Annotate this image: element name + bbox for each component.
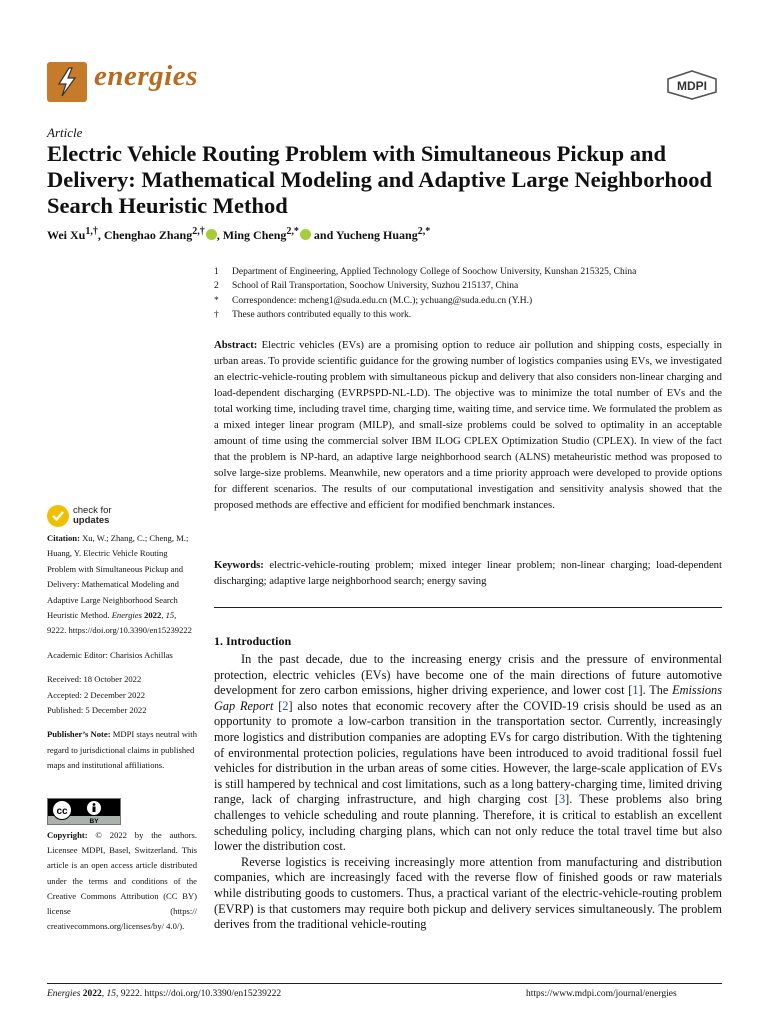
author-sup: 2,† [192, 226, 205, 237]
affiliation: Department of Engineering, Applied Technology College of Soochow University, Kunshan 215325, China [232, 267, 637, 277]
keywords-label: Keywords: [214, 559, 264, 571]
footer-citation: Energies 2022, 15, 9222. https://doi.org/10.3390/en15239222 [47, 989, 282, 999]
reference-link[interactable]: 1 [632, 683, 639, 698]
affiliation: School of Rail Transportation, Soochow University, Suzhou 215137, China [232, 281, 519, 292]
author-sup: 2,* [417, 226, 431, 237]
check-updates-label: check for [73, 505, 112, 516]
cc-badge-label: BY [89, 818, 99, 824]
check-for-updates-button[interactable] [47, 505, 147, 529]
affiliations: 1 Department of Engineering, Applied Technology College of Soochow University, Kunshan 215325, China 2 School of Rail Transportation, Soochow University, Suzhou 215137, China * Correspondence: mcheng1@suda.edu.cn (M.C.); ychuang@suda.edu.cn (Y.H.) † These authors contributed equally to this work. [214, 265, 734, 322]
svg-text:cc: cc [56, 806, 68, 817]
publisher-note: Publisher’s Note: MDPI stays neutral with regard to jurisdictional claims in published maps and institutional affiliations. [47, 729, 197, 771]
abstract-text: Electric vehicles (EVs) are a promising option to reduce air pollution and shipping costs, especially in urban areas. To provide scientific guidance for the growing number of logistics companies using EVs, we investigated an electric-vehicle-routing problem with simultaneous pickup and delivery that also considers non-linear charging and load-dependent discharging (EVRPSPD-NL-LD). The objective was to minimize the total number of EVs and the total working time, including travel time, charging time, waiting time, and service time. We formulated the problem as a mixed integer linear program (MILP), and small-size problems could be solved to optimality in an acceptable amount of time using the commercial solver IBM ILOG CPLEX Optimization Studio (CPLEX). In view of the fact that the problem is NP-hard, an adaptive large neighborhood search (ALNS) metaheuristic method was proposed to solve large-size problems. Meanwhile, new operators and a time priority approach were developed to provide options for different scenarios. The results of our computational investigation and sensitivity analysis showed that the proposed methods are effective and efficient for modified benchmark instances. [214, 339, 722, 511]
orcid-icon[interactable] [206, 229, 217, 240]
accepted-date: Accepted: 2 December 2022 [47, 689, 146, 700]
reference-link[interactable]: 3 [558, 792, 566, 807]
published-date: Published: 5 December 2022 [47, 705, 147, 716]
academic-editor: Academic Editor: Charisios Achillas [47, 649, 173, 660]
author-name: Yucheng Huang [335, 228, 418, 242]
publisher-logo [666, 70, 718, 100]
equal-contribution-note: These authors contributed equally to this work. [232, 309, 412, 320]
section-heading: 1. Introduction [214, 634, 292, 648]
publisher-name: MDPI [677, 79, 707, 93]
journal-name: energies [94, 60, 198, 92]
author-name: Wei Xu [47, 228, 86, 242]
keywords [214, 557, 722, 589]
paragraph: Reverse logistics is receiving increasingly more attention from manufacturing and distribution companies, which are increasingly faced with the reverse flow of finished goods or raw materials while distributing goods to customers. Thus, a practical variant of the electric-vehicle-routing problem (EVRP) is that customers may require both pickup and delivery services simultaneously. The problem derives from the traditional vehicle-routing [214, 854, 722, 932]
reference-link[interactable]: 2 [282, 698, 289, 713]
body-text [214, 652, 722, 933]
received-date: Received: 18 October 2022 [47, 674, 142, 685]
paragraph: In the past decade, due to the increasing energy crisis and the pressure of environmental protection, electric vehicles (EVs) have become one of the main directions of future automotive development for zero carbon emissions, higher driving experience, and lower cost [1]. The Emissions Gap Report [2] also notes that economic recovery after the COVID-19 crisis should be used as an opportunity to promote a low-carbon transition in the transportation sector. Currently, increasingly more logistics and distribution companies are adopting EVs for cargo distribution. With the tightening of environmental protection policies, regulations have been introduced to avoid traditional fossil fuel vehicles for distribution in the urban areas of some cities. However, the large-scale application of EVs is still hampered by technical and cost limitations, such as a long battery-charging time, limited driving range, lack of charging infrastructure, and high charging cost [3]. These problems also bring challenges to vehicle scheduling and route planning. Therefore, it is critical to establish an excellent scheduling policy, including charging plans, which can not only reduce the total travel time but also lower the distribution cost. [214, 652, 722, 854]
footer-journal-url[interactable]: https://www.mdpi.com/journal/energies [526, 989, 677, 999]
article-title: Electric Vehicle Routing Problem with Simultaneous Pickup and Delivery: Mathematical Modeling and Adaptive Large Neighborhood Search Heuristic Method [47, 141, 712, 218]
abstract [214, 337, 722, 513]
journal-logo-icon [47, 62, 87, 102]
author-name: Ming Cheng [222, 228, 287, 242]
correspondence: Correspondence: mcheng1@suda.edu.cn (M.C.); ychuang@suda.edu.cn (Y.H.) [232, 295, 533, 306]
cc-by-license-badge[interactable] [47, 798, 121, 825]
author-name: Chenghao Zhang [103, 228, 193, 242]
citation: Citation: Xu, W.; Zhang, C.; Cheng, M.; Huang, Y. Electric Vehicle Routing Problem with Simultaneous Pickup and Delivery: Mathematical Modeling and Adaptive Large Neighborhood Search Heuristic Method. Energies 2022, 15, 9222. https://doi.org/10.3390/en15239222 [47, 533, 192, 636]
divider [214, 607, 722, 608]
article-type: Article [47, 125, 83, 140]
check-updates-icon [47, 505, 69, 527]
author-sup: 2,* [286, 226, 299, 237]
footer-divider [47, 983, 722, 984]
copyright-notice: Copyright: © 2022 by the authors. Licensee MDPI, Basel, Switzerland. This article is an open access article distributed under the terms and conditions of the Creative Commons Attribution (CC BY) license (https:// creativecommons.org/licenses/by/ 4.0/). [47, 830, 197, 932]
orcid-icon[interactable] [300, 229, 311, 240]
author-list: Wei $Xu^{1,\dagger}$, Chenghao Zhang$^{2,\dagger}$ , Ming Cheng$^{2,*}$ and Yucheng Huang$^{2,*}$ [47, 226, 431, 242]
keywords-text: electric-vehicle-routing problem; mixed integer linear problem; non-linear charging; load-dependent discharging; adaptive large neighborhood search; energy saving [214, 559, 722, 587]
check-updates-label: updates [73, 515, 110, 526]
abstract-label: Abstract: [214, 339, 258, 351]
sidebar [47, 531, 197, 774]
author-sup: 1,† [85, 226, 98, 237]
